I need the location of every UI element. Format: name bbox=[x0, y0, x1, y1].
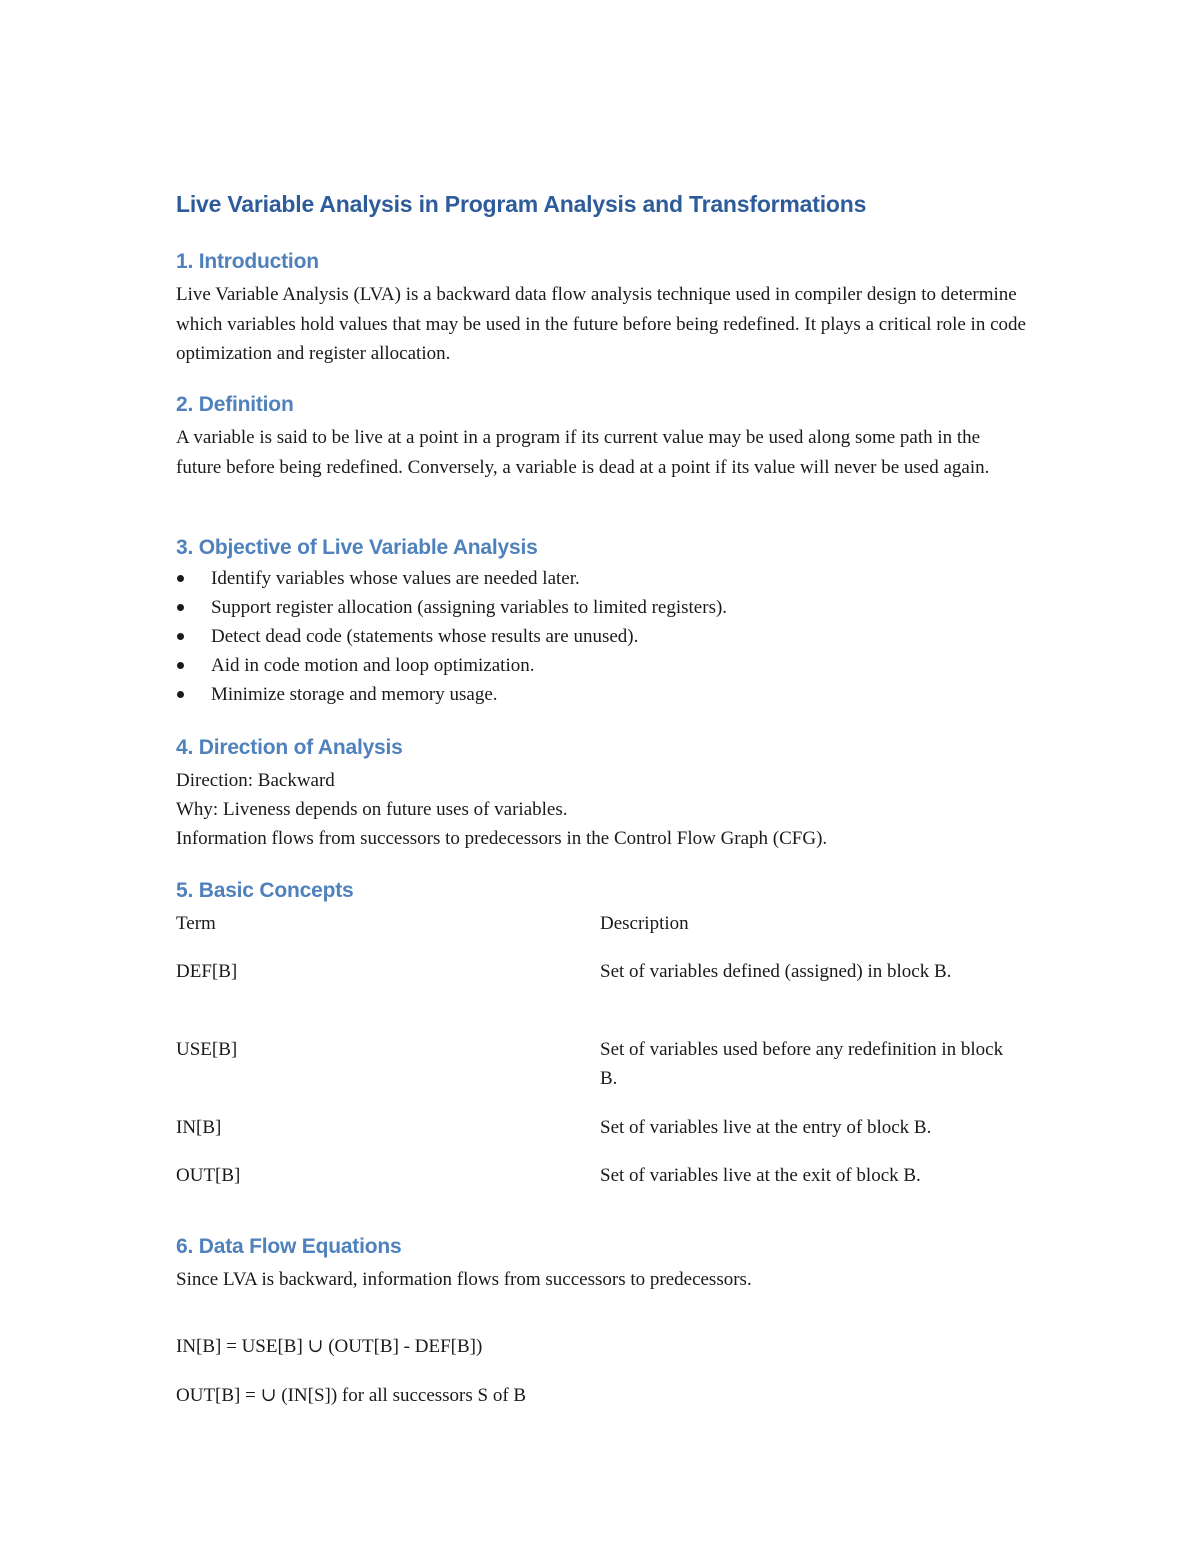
column-header-description: Description bbox=[600, 913, 689, 934]
equation-out: OUT[B] = ∪ (IN[S]) for all successors S of B bbox=[176, 1385, 527, 1406]
flow-line: Information flows from successors to predecessors in the Control Flow Graph (CFG). bbox=[176, 828, 828, 849]
direction-line: Direction: Backward bbox=[176, 770, 335, 791]
list-item bbox=[176, 622, 1036, 651]
bullet-icon bbox=[177, 604, 184, 611]
list-item bbox=[176, 564, 1036, 593]
section-direction bbox=[176, 734, 1036, 853]
section-heading: 2. Definition bbox=[176, 393, 294, 416]
bullet-icon bbox=[177, 633, 184, 640]
section-heading: 5. Basic Concepts bbox=[176, 879, 354, 902]
equations-intro: Since LVA is backward, information flows from successors to predecessors. bbox=[176, 1269, 752, 1290]
term-cell: DEF[B] bbox=[176, 961, 238, 982]
section-definition bbox=[176, 391, 1036, 482]
section-objective bbox=[176, 534, 1036, 709]
bullet-icon bbox=[177, 691, 184, 698]
section-heading: 3. Objective of Live Variable Analysis bbox=[176, 536, 538, 559]
list-item-text: Identify variables whose values are needed later. bbox=[211, 568, 580, 589]
list-item-text: Detect dead code (statements whose results are unused). bbox=[211, 626, 639, 647]
objective-list bbox=[176, 564, 1036, 709]
section-basic-concepts bbox=[176, 877, 1036, 905]
list-item-text: Support register allocation (assigning variables to limited registers). bbox=[211, 597, 728, 618]
bullet-icon bbox=[177, 575, 184, 582]
equation-in: IN[B] = USE[B] ∪ (OUT[B] - DEF[B]) bbox=[176, 1336, 483, 1357]
section-paragraph: Live Variable Analysis (LVA) is a backward data flow analysis technique used in compiler design to determine which variables hold values that may be used in the future before being redefined. It plays a critical role in code optimization and register allocation. bbox=[176, 284, 1026, 364]
list-item bbox=[176, 651, 1036, 680]
list-item-text: Aid in code motion and loop optimization. bbox=[211, 655, 535, 676]
section-heading: 6. Data Flow Equations bbox=[176, 1235, 402, 1258]
term-cell: USE[B] bbox=[176, 1039, 238, 1060]
section-introduction bbox=[176, 248, 1036, 369]
section-data-flow-equations bbox=[176, 1233, 1036, 1294]
bullet-icon bbox=[177, 662, 184, 669]
description-cell: Set of variables defined (assigned) in block B. bbox=[600, 961, 952, 982]
term-cell: OUT[B] bbox=[176, 1165, 241, 1186]
section-heading: 4. Direction of Analysis bbox=[176, 736, 403, 759]
section-heading: 1. Introduction bbox=[176, 250, 319, 273]
term-cell: IN[B] bbox=[176, 1117, 222, 1138]
list-item bbox=[176, 680, 1036, 709]
list-item-text: Minimize storage and memory usage. bbox=[211, 684, 498, 705]
list-item bbox=[176, 593, 1036, 622]
section-paragraph: A variable is said to be live at a point in a program if its current value may be used along some path in the future before being redefined. Conversely, a variable is dead at a point if its value will never be used again. bbox=[176, 427, 990, 478]
document-title: Live Variable Analysis in Program Analysis and Transformations bbox=[176, 191, 867, 217]
column-header-term: Term bbox=[176, 913, 216, 934]
reason-line: Why: Liveness depends on future uses of variables. bbox=[176, 799, 568, 820]
description-cell: Set of variables used before any redefinition in block B. bbox=[600, 1039, 1004, 1089]
description-cell: Set of variables live at the exit of block B. bbox=[600, 1165, 921, 1186]
description-cell: Set of variables live at the entry of block B. bbox=[600, 1117, 932, 1138]
